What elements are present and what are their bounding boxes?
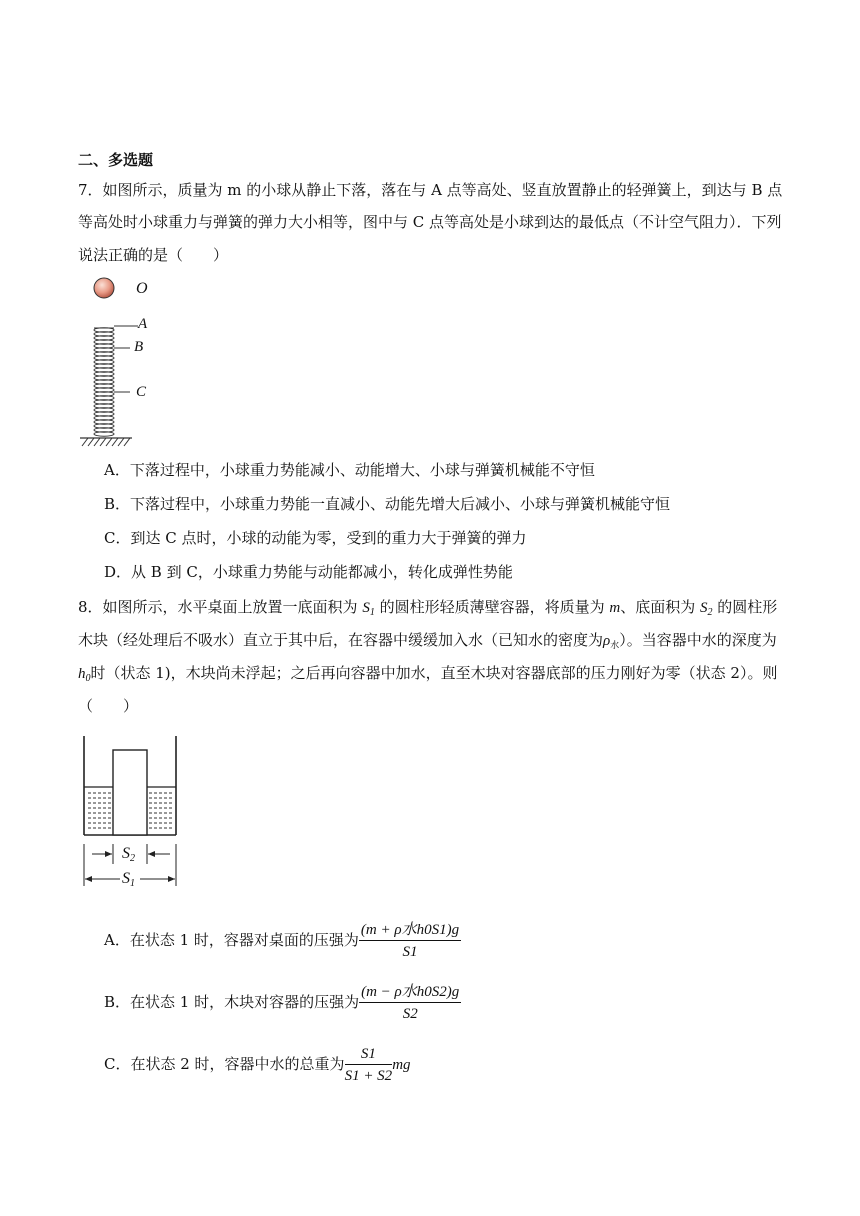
- label-a: A: [138, 316, 148, 332]
- q7-line-1: 7．如图所示，质量为 m 的小球从静止下落，落在与 A 点等高处、竖直放置静止的轻弹簧上，到达与 B 点: [78, 181, 783, 199]
- label-b: B: [134, 339, 144, 355]
- q7-option-b: B．下落过程中，小球重力势能一直减小、动能先增大后减小、小球与弹簧机械能守恒: [104, 495, 671, 513]
- q7-option-a: A．下落过程中，小球重力势能减小、动能增大、小球与弹簧机械能不守恒: [104, 461, 595, 479]
- fraction-b: $\frac{\text{(m − ρ水h0S2)g}}{S2}$: [361, 984, 460, 1022]
- label-c: C: [136, 384, 147, 400]
- label-s1: $S_1$: [122, 870, 135, 889]
- ball: [94, 278, 114, 298]
- q8-option-c: C．在状态 2 时，容器中水的总重为 $\frac{S1}{S1 + S2}$ mg: [104, 1046, 411, 1084]
- q8-line-2: 木块（经处理后不吸水）直立于其中后，在容器中缓缓加入水（已知水的密度为$\rho_水$）。当容器中水的深度为: [78, 631, 777, 651]
- q7-line-2: 等高处时小球重力与弹簧的弹力大小相等，图中与 C 点等高处是小球到达的最低点（不计空气阻力）．下列: [78, 213, 782, 231]
- q7-option-c: C．到达 C 点时，小球的动能为零，受到的重力大于弹簧的弹力: [104, 529, 527, 547]
- q8-option-b: B．在状态 1 时，木块对容器的压强为 $\frac{\text{(m − ρ水h0S2)g}}{S2}$: [104, 984, 460, 1022]
- fraction-c: $\frac{S1}{S1 + S2}$: [344, 1046, 393, 1084]
- q7-option-d: D．从 B 到 C，小球重力势能与动能都减小，转化成弹性势能: [104, 563, 513, 581]
- label-o: O: [136, 280, 148, 297]
- fraction-a: $\frac{\text{(m + ρ水h0S1)g}}{S1}$: [360, 922, 460, 960]
- q8-line-4: （ ）: [78, 697, 139, 715]
- q8-line-1: 8．如图所示，水平桌面上放置一底面积为 $S_1$ 的圆柱形轻质薄壁容器，将质量为 m、底面积为 $S_2$ 的圆柱形: [78, 598, 778, 618]
- q7-line-3: 说法正确的是（ ）: [78, 246, 229, 264]
- q8-option-a: A．在状态 1 时，容器对桌面的压强为 $\frac{\text{(m + ρ水h0S1)g}}{S1}$: [104, 922, 460, 960]
- q7-spring-figure: [74, 270, 164, 450]
- label-s2: $S_2$: [122, 845, 135, 864]
- section-title: 二、多选题: [78, 151, 154, 169]
- q8-container-figure: [78, 734, 188, 890]
- q8-line-3: $h_0$时（状态 1)，木块尚未浮起；之后再向容器中加水，直至木块对容器底部的压力刚好为零（状态 2）。则: [78, 664, 778, 684]
